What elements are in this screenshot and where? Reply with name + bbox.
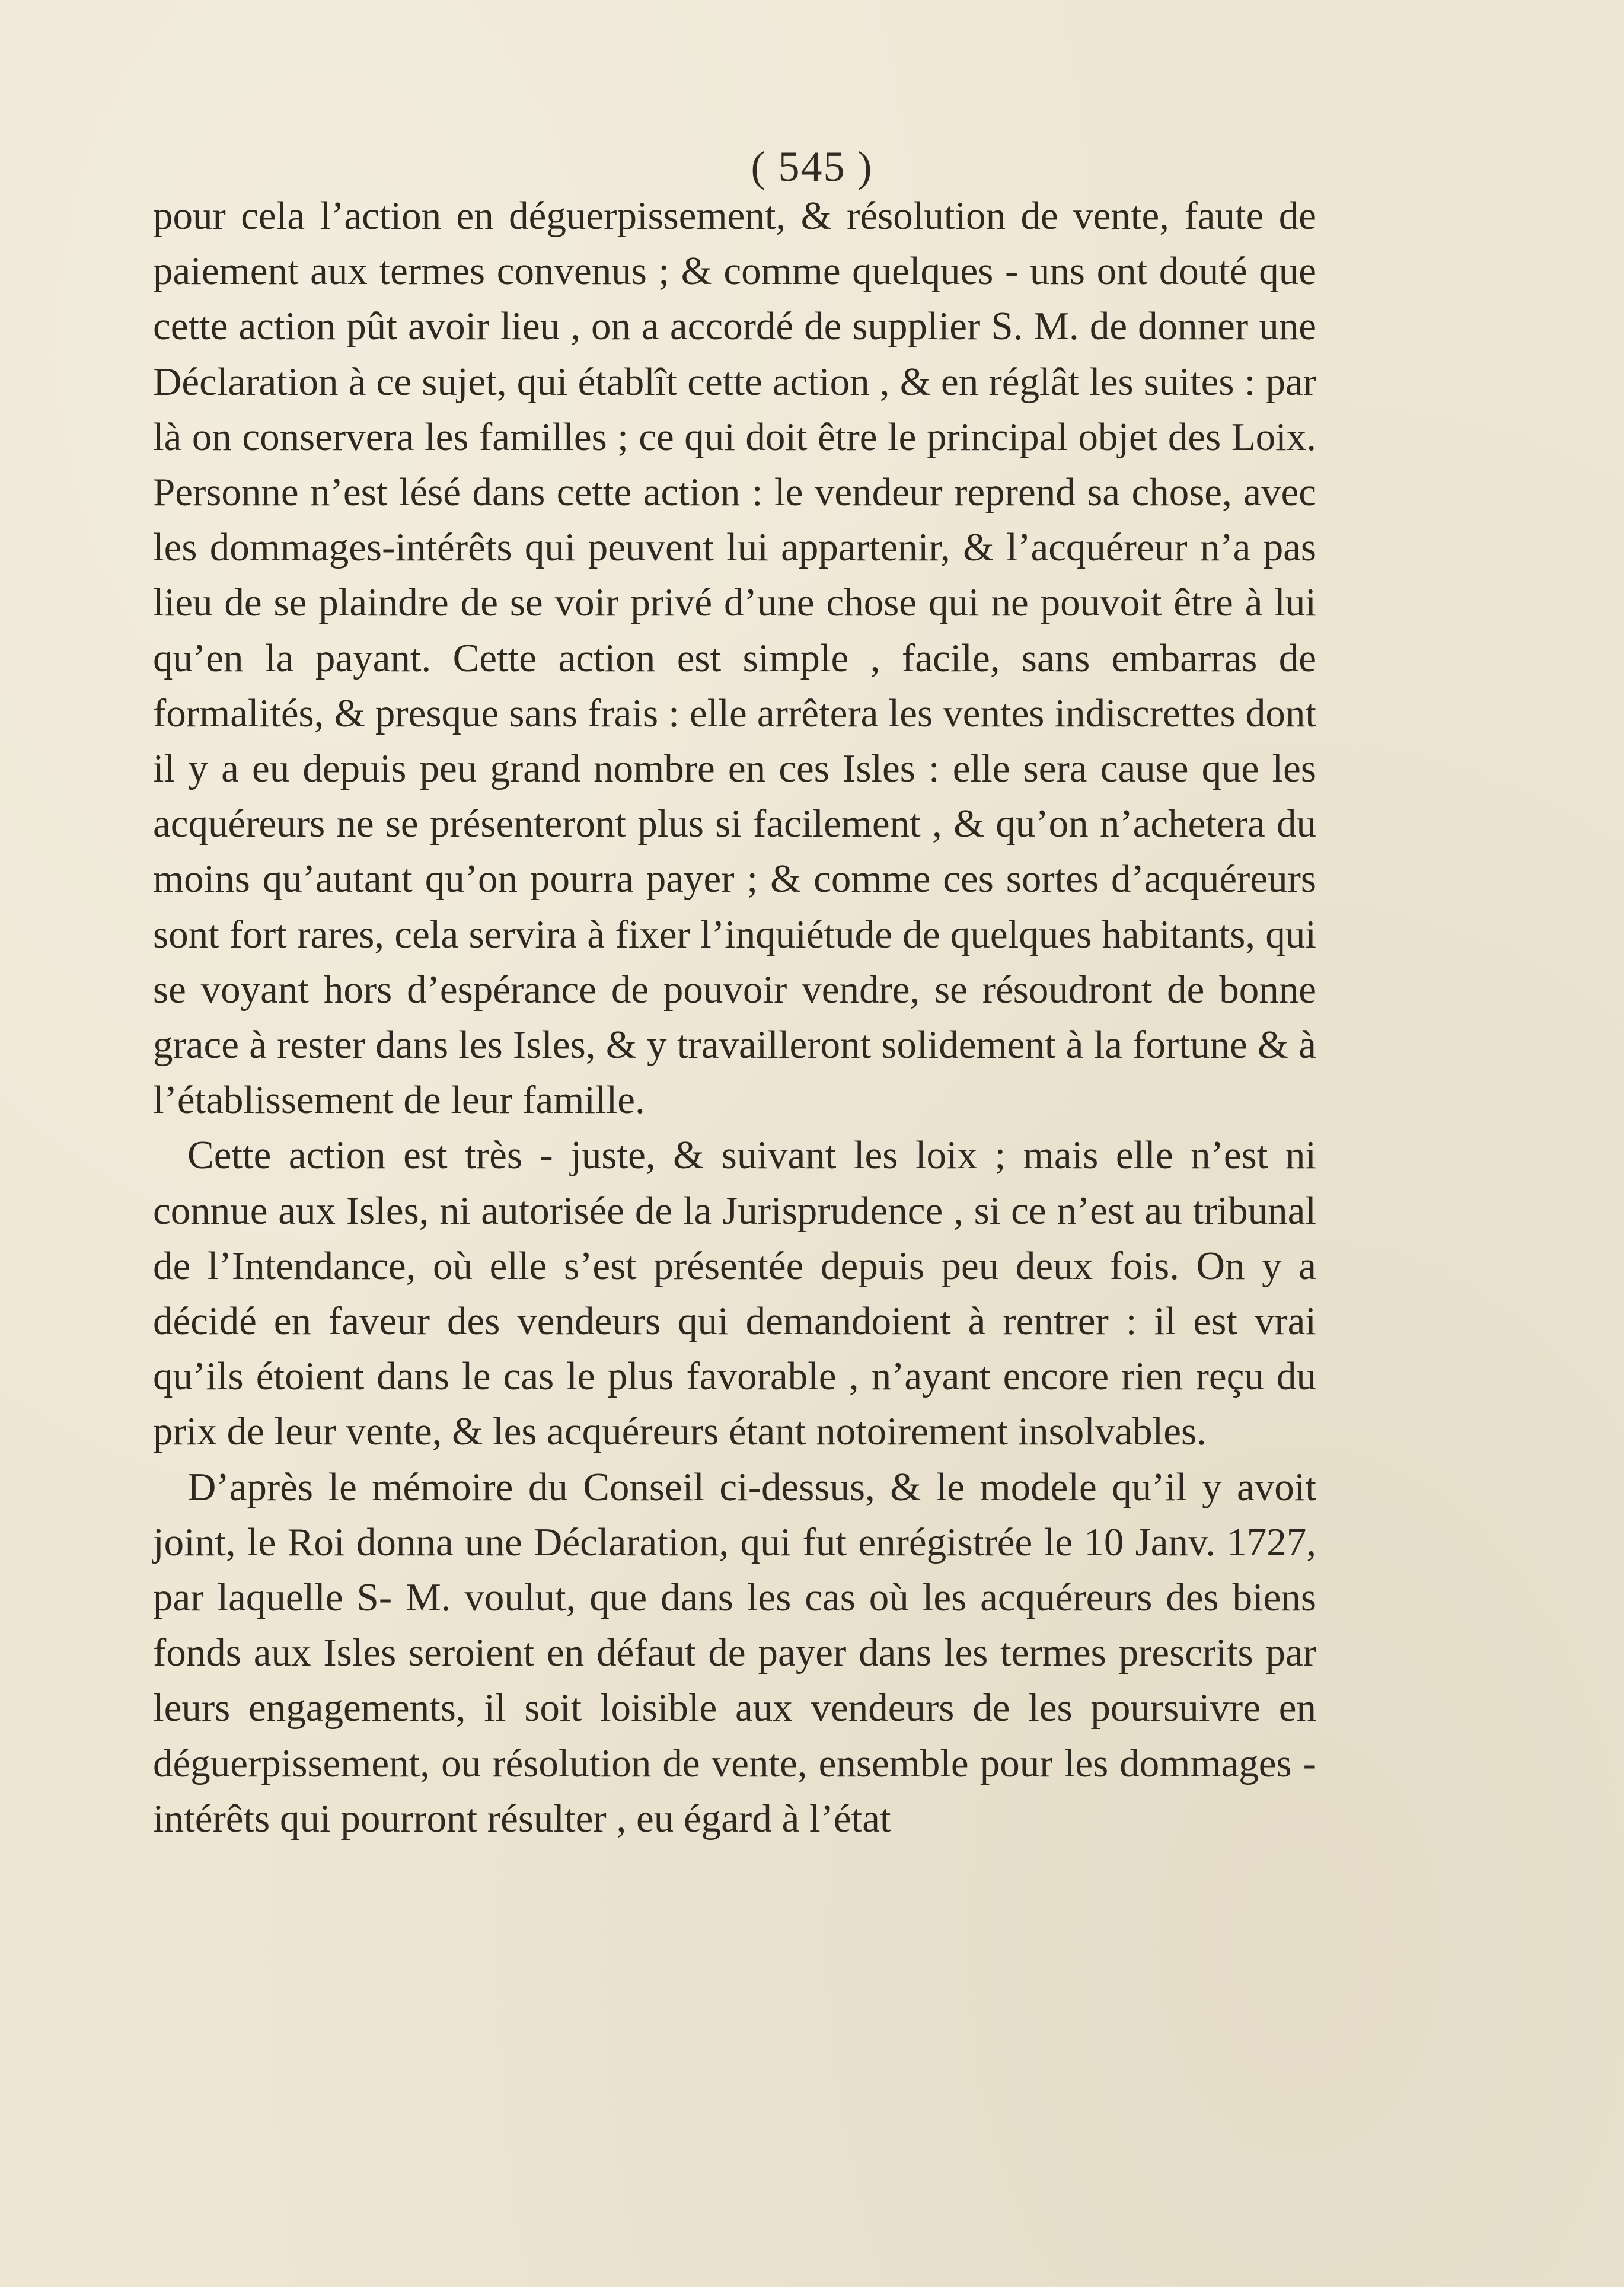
paragraph: pour cela l’action en déguerpissement, & résolution de vente, faute de paiement aux termes convenus ; & comme quelques - uns ont douté que cette action pût avoir lieu , on a accordé de supplier S. M. de donner une Déclaration à ce sujet, qui établît cette action , & en réglât les suites : par là on conservera les familles ; ce qui doit être le principal objet des Loix. Personne n’est lésé dans cette action : le vendeur reprend sa chose, avec les dommages-intérêts qui peuvent lui appartenir, & l’acquéreur n’a pas lieu de se plaindre de se voir privé d’une chose qui ne pouvoit être à lui qu’en la payant. Cette action est simple , facile, sans embarras de formalités, & presque sans frais : elle arrêtera les ventes indiscrettes dont il y a eu depuis peu grand nombre en ces Isles : elle sera cause que les acquéreurs ne se présenteront plus si facilement , & qu’on n’achetera du moins qu’autant qu’on pourra payer ; & comme ces sortes d’acquéreurs sont fort rares, cela servira à fixer l’inquiétude de quelques habitants, qui se voyant hors d’espérance de pouvoir vendre, se résoudront de bonne grace à rester dans les Isles, & y travailleront solidement à la fortune & à l’établissement de leur famille.	[153, 194, 1316, 1122]
body-text	[153, 189, 1316, 1846]
paragraph: Cette action est très - juste, & suivant les loix ; mais elle n’est ni connue aux Isles, ni autorisée de la Jurisprudence , si ce n’est au tribunal de l’Intendance, où elle s’est présentée depuis peu deux fois. On y a décidé en faveur des vendeurs qui demandoient à rentrer : il est vrai qu’ils étoient dans le cas le plus favorable , n’ayant encore rien reçu du prix de leur vente, & les acquéreurs étant notoirement insolvables.	[153, 1133, 1316, 1454]
page-number: ( 545 )	[751, 143, 873, 190]
paragraph: D’après le mémoire du Conseil ci-dessus, & le modele qu’il y avoit joint, le Roi donna une Déclaration, qui fut enrégistrée le 10 Janv. 1727, par laquelle S- M. voulut, que dans les cas où les acquéreurs des biens fonds aux Isles seroient en défaut de payer dans les termes prescrits par leurs engagements, il soit loisible aux vendeurs de les poursuivre en déguerpissement, ou résolution de vente, ensemble pour les dommages - intérêts qui pourront résulter , eu égard à l’état	[153, 1465, 1316, 1841]
